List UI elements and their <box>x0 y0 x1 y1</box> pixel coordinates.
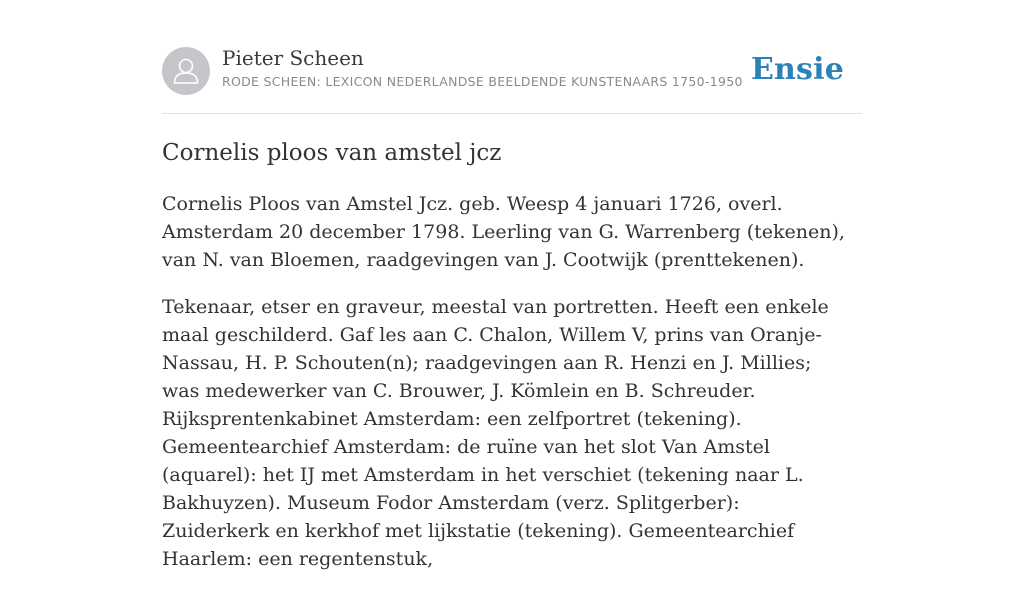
author-avatar[interactable] <box>162 47 210 95</box>
user-icon <box>162 47 210 95</box>
author-name[interactable]: Pieter Scheen <box>222 46 364 70</box>
ensie-logo[interactable]: Ensie <box>750 52 844 87</box>
author-source[interactable]: RODE SCHEEN: LEXICON NEDERLANDSE BEELDENDE KUNSTENAARS 1750-1950 <box>222 74 743 89</box>
article-title: Cornelis ploos van amstel jcz <box>162 140 502 166</box>
article-paragraph: Tekenaar, etser en graveur, meestal van portretten. Heeft een enkele maal geschilderd. Gaf les aan C. Chalon, Willem V, prins van Oranje-Nassau, H. P. Schouten(n); raadgevingen aan R. Henzi en J. Millies; was medewerker van C. Brouwer, J. Kömlein en B. Schreuder. Rijksprentenkabinet Amsterdam: een zelfportret (tekening). Gemeentearchief Amsterdam: de ruïne van het slot Van Amstel (aquarel): het IJ met Amsterdam in het verschiet (tekening naar L. Bakhuyzen). Museum Fodor Amsterdam (verz. Splitgerber): Zuiderkerk en kerkhof met lijkstatie (tekening). Gemeentearchief Haarlem: een regentenstuk, <box>162 296 829 570</box>
header-divider <box>162 113 862 114</box>
article-body <box>162 138 852 592</box>
article-header <box>162 46 862 96</box>
article-paragraph: Cornelis Ploos van Amstel Jcz. geb. Weesp 4 januari 1726, overl. Amsterdam 20 december 1798. Leerling van G. Warrenberg (tekenen), van N. van Bloemen, raadgevingen van J. Cootwijk (prenttekenen). <box>162 193 845 271</box>
